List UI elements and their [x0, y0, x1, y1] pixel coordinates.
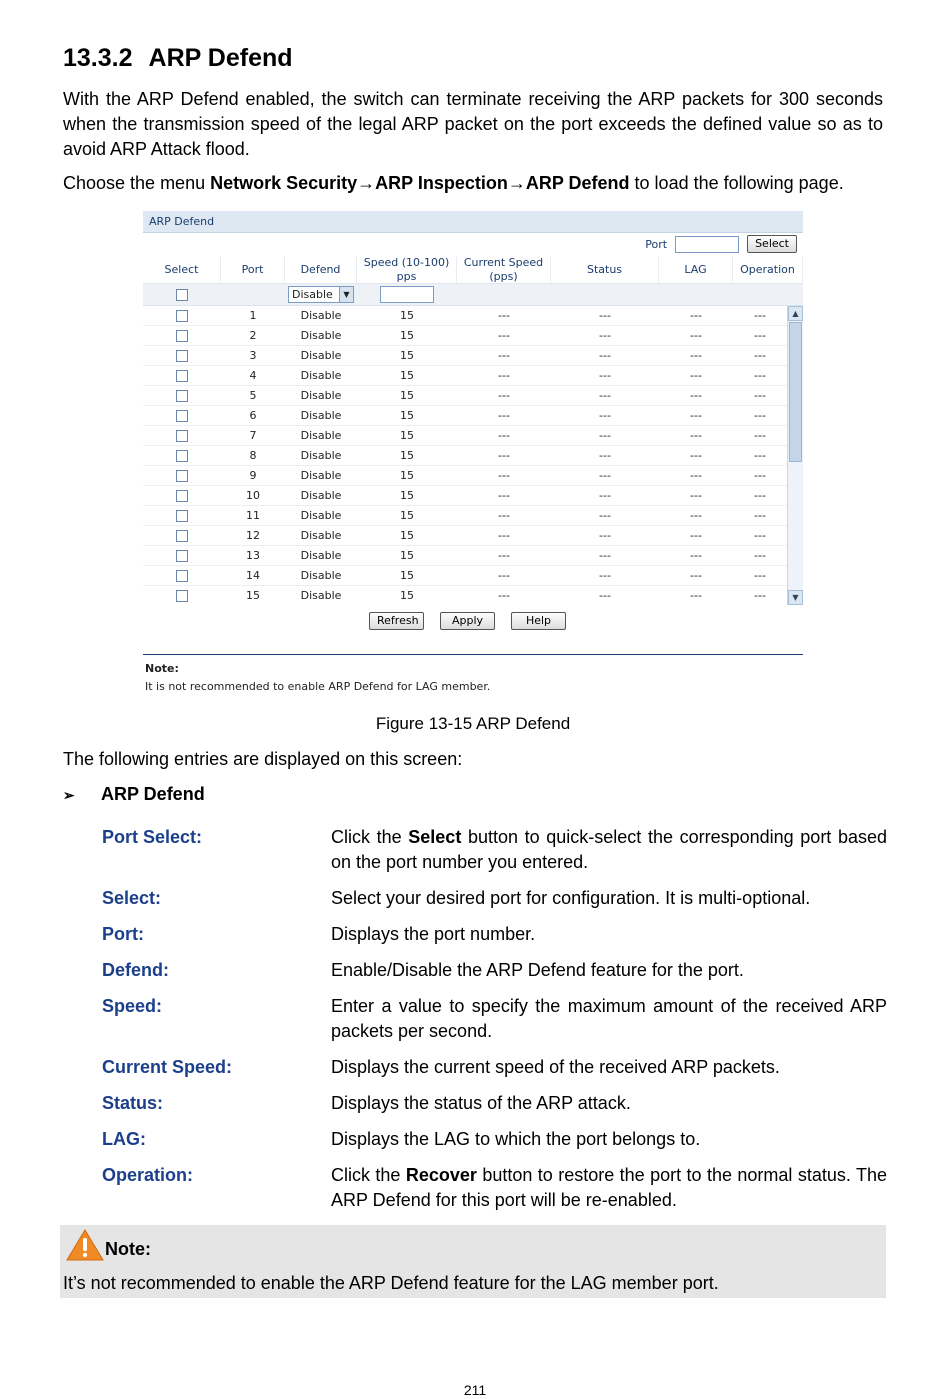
cell-current-speed: --- [498, 329, 510, 342]
row-checkbox[interactable] [176, 530, 188, 542]
cell-speed: 15 [400, 529, 414, 542]
table-row [143, 486, 787, 506]
note-text: It’s not recommended to enable the ARP Defend feature for the LAG member port. [63, 1273, 719, 1293]
col-select: Select [143, 257, 221, 283]
bullet-label: ARP Defend [101, 784, 205, 804]
cell-lag: --- [690, 469, 702, 482]
cell-port: 11 [246, 509, 260, 522]
cell-operation: --- [754, 549, 766, 562]
definition-description [331, 1163, 887, 1213]
menu-instruction [63, 173, 844, 194]
cell-operation: --- [754, 349, 766, 362]
cell-defend: Disable [300, 449, 342, 462]
row-checkbox[interactable] [176, 430, 188, 442]
cell-status: --- [599, 549, 611, 562]
cell-defend: Disable [300, 529, 342, 542]
menu-prefix: Choose the menu [63, 173, 211, 193]
section-number: 13.3.2 [63, 44, 133, 72]
cell-defend: Disable [300, 489, 342, 502]
scroll-up-icon[interactable]: ▲ [788, 306, 803, 321]
cell-speed: 15 [400, 549, 414, 562]
cell-port: 7 [249, 429, 257, 442]
note-label: Note: [105, 1239, 151, 1259]
scroll-down-icon[interactable]: ▼ [788, 590, 803, 605]
scroll-thumb[interactable] [789, 322, 802, 462]
cell-lag: --- [690, 589, 702, 602]
cell-operation: --- [754, 429, 766, 442]
cell-port: 4 [249, 369, 257, 382]
cell-port: 3 [249, 349, 257, 362]
definition-term: Port: [102, 924, 144, 944]
cell-current-speed: --- [498, 409, 510, 422]
row-checkbox[interactable] [176, 370, 188, 382]
cell-status: --- [599, 369, 611, 382]
cell-defend: Disable [300, 309, 342, 322]
port-label: Port [645, 237, 668, 251]
figure-note-title: Note: [145, 662, 179, 675]
cell-current-speed: --- [498, 509, 510, 522]
cell-port: 13 [246, 549, 260, 562]
cell-speed: 15 [400, 369, 414, 382]
cell-defend: Disable [300, 549, 342, 562]
table-row [143, 426, 787, 446]
cell-current-speed: --- [498, 489, 510, 502]
cell-port: 9 [249, 469, 257, 482]
definition-item [102, 922, 887, 947]
cell-speed: 15 [400, 429, 414, 442]
cell-lag: --- [690, 569, 702, 582]
cell-lag: --- [690, 409, 702, 422]
definition-text: Enter a value to specify the maximum amount of the received ARP packets per second. [331, 996, 887, 1041]
cell-status: --- [599, 349, 611, 362]
cell-status: --- [599, 409, 611, 422]
definition-text: Displays the LAG to which the port belongs to. [331, 1129, 701, 1149]
col-status: Status [551, 257, 659, 283]
entries-intro: The following entries are displayed on this screen: [63, 749, 463, 769]
cell-port: 12 [246, 529, 260, 542]
note-header [66, 1225, 151, 1262]
table-row [143, 466, 787, 486]
cell-current-speed: --- [498, 569, 510, 582]
refresh-button[interactable]: Refresh [369, 612, 424, 630]
row-checkbox[interactable] [176, 350, 188, 362]
definition-description [331, 922, 887, 947]
cell-operation: --- [754, 589, 766, 602]
defend-filter-value: Disable [292, 288, 333, 301]
definition-text: button to restore the port to the normal status. The ARP Defend for this port will be re-enabled. [331, 1165, 887, 1210]
row-checkbox[interactable] [176, 550, 188, 562]
port-input[interactable] [675, 236, 739, 253]
cell-speed: 15 [400, 569, 414, 582]
cell-status: --- [599, 429, 611, 442]
cell-current-speed: --- [498, 349, 510, 362]
definition-term: LAG: [102, 1129, 146, 1149]
cell-operation: --- [754, 449, 766, 462]
definition-emphasis: Recover [405, 1165, 477, 1185]
cell-lag: --- [690, 449, 702, 462]
row-checkbox[interactable] [176, 310, 188, 322]
cell-defend: Disable [300, 569, 342, 582]
cell-lag: --- [690, 549, 702, 562]
cell-current-speed: --- [498, 529, 510, 542]
definition-item [102, 1163, 887, 1213]
row-checkbox[interactable] [176, 510, 188, 522]
definition-text: Displays the status of the ARP attack. [331, 1093, 631, 1113]
cell-lag: --- [690, 309, 702, 322]
definition-text: Click the [331, 1165, 406, 1185]
cell-operation: --- [754, 389, 766, 402]
apply-button[interactable]: Apply [440, 612, 495, 630]
col-port: Port [221, 257, 285, 283]
cell-speed: 15 [400, 489, 414, 502]
table-row [143, 526, 787, 546]
warning-icon [66, 1228, 104, 1262]
divider [143, 654, 803, 655]
cell-speed: 15 [400, 409, 414, 422]
cell-lag: --- [690, 529, 702, 542]
definition-item [102, 958, 887, 983]
figure-caption: Figure 13-15 ARP Defend [375, 714, 571, 733]
cell-defend: Disable [300, 349, 342, 362]
cell-defend: Disable [300, 389, 342, 402]
definition-description [331, 994, 887, 1044]
chevron-down-icon: ▼ [339, 287, 353, 302]
cell-defend: Disable [300, 369, 342, 382]
definition-description [331, 1055, 887, 1080]
table-row [143, 566, 787, 586]
cell-port: 14 [246, 569, 260, 582]
cell-speed: 15 [400, 449, 414, 462]
table-row [143, 546, 787, 566]
cell-speed: 15 [400, 469, 414, 482]
table-row [143, 366, 787, 386]
cell-status: --- [599, 449, 611, 462]
definition-description [331, 958, 887, 983]
definition-item [102, 1127, 887, 1152]
definition-item [102, 994, 887, 1044]
definition-item [102, 886, 887, 911]
definition-description [331, 1091, 887, 1116]
cell-port: 10 [246, 489, 260, 502]
cell-status: --- [599, 309, 611, 322]
table-row [143, 446, 787, 466]
cell-status: --- [599, 329, 611, 342]
table-row [143, 586, 787, 605]
definition-term: Status: [102, 1093, 164, 1113]
cell-port: 2 [249, 329, 257, 342]
cell-lag: --- [690, 369, 702, 382]
menu-suffix: to load the following page. [629, 173, 844, 193]
cell-current-speed: --- [498, 369, 510, 382]
definition-description [331, 886, 887, 911]
action-buttons [369, 612, 566, 630]
cell-lag: --- [690, 509, 702, 522]
definition-text: Displays the current speed of the received ARP packets. [331, 1057, 780, 1077]
cell-operation: --- [754, 409, 766, 422]
cell-speed: 15 [400, 309, 414, 322]
definition-description [331, 825, 887, 875]
cell-operation: --- [754, 369, 766, 382]
row-checkbox[interactable] [176, 590, 188, 602]
col-defend: Defend [285, 257, 357, 283]
row-checkbox[interactable] [176, 390, 188, 402]
definition-text: Enable/Disable the ARP Defend feature for the port. [331, 960, 744, 980]
definition-item [102, 1091, 887, 1116]
cell-defend: Disable [300, 429, 342, 442]
table-row [143, 406, 787, 426]
row-checkbox[interactable] [176, 330, 188, 342]
cell-current-speed: --- [498, 469, 510, 482]
menu-path-network-security: Network Security [210, 173, 358, 193]
cell-current-speed: --- [498, 429, 510, 442]
cell-defend: Disable [300, 409, 342, 422]
definition-term: Current Speed: [102, 1057, 233, 1077]
select-all-checkbox[interactable] [176, 289, 188, 301]
table-row [143, 326, 787, 346]
row-checkbox[interactable] [176, 410, 188, 422]
cell-current-speed: --- [498, 589, 510, 602]
cell-speed: 15 [400, 589, 414, 602]
definition-term: Defend: [102, 960, 169, 980]
cell-lag: --- [690, 389, 702, 402]
definition-term: Select: [102, 888, 162, 908]
section-heading [63, 44, 293, 73]
cell-status: --- [599, 509, 611, 522]
table-header [143, 257, 803, 284]
cell-port: 5 [249, 389, 257, 402]
row-checkbox[interactable] [176, 570, 188, 582]
cell-port: 15 [246, 589, 260, 602]
cell-status: --- [599, 489, 611, 502]
defend-filter-select[interactable] [288, 286, 354, 303]
panel-title: ARP Defend [143, 211, 803, 233]
table-scrollbar[interactable] [787, 306, 803, 605]
bullet-heading [63, 784, 205, 805]
definition-emphasis: Select [408, 827, 462, 847]
cell-speed: 15 [400, 509, 414, 522]
filter-row [143, 284, 803, 306]
menu-arrow-2: → [507, 173, 526, 193]
menu-path-arp-defend: ARP Defend [525, 173, 630, 193]
row-checkbox[interactable] [176, 470, 188, 482]
figure-note-text: It is not recommended to enable ARP Defend for LAG member. [145, 680, 491, 693]
note-box [60, 1225, 886, 1298]
cell-operation: --- [754, 309, 766, 322]
table-row [143, 386, 787, 406]
cell-operation: --- [754, 469, 766, 482]
cell-operation: --- [754, 509, 766, 522]
cell-status: --- [599, 589, 611, 602]
help-button[interactable]: Help [511, 612, 566, 630]
port-select-bar [645, 235, 797, 253]
definition-text: Click the [331, 827, 409, 847]
definition-text: Select your desired port for configuration. It is multi-optional. [331, 888, 811, 908]
definition-text: button to quick-select the corresponding port based on the port number you entered. [331, 827, 887, 872]
cell-lag: --- [690, 429, 702, 442]
row-checkbox[interactable] [176, 490, 188, 502]
cell-current-speed: --- [498, 309, 510, 322]
table-body [143, 306, 787, 605]
cell-port: 6 [249, 409, 257, 422]
cell-status: --- [599, 469, 611, 482]
col-operation: Operation [733, 257, 803, 283]
intro-paragraph: With the ARP Defend enabled, the switch can terminate receiving the ARP packets for 300 seconds when the transmission speed of the legal ARP packet on the port exceeds the defined value so as to avoid ARP Attack flood. [63, 89, 883, 159]
menu-path-arp-inspection: ARP Inspection [375, 173, 508, 193]
arp-defend-screenshot [143, 211, 803, 699]
table-row [143, 346, 787, 366]
cell-lag: --- [690, 349, 702, 362]
definition-list [102, 825, 887, 1224]
cell-port: 1 [249, 309, 257, 322]
section-title: ARP Defend [148, 44, 293, 72]
cell-defend: Disable [300, 589, 342, 602]
table-row [143, 506, 787, 526]
bullet-arrow-icon: ➢ [63, 787, 75, 803]
cell-current-speed: --- [498, 549, 510, 562]
cell-port: 8 [249, 449, 257, 462]
cell-defend: Disable [300, 509, 342, 522]
menu-arrow-1: → [357, 173, 376, 193]
col-speed: Speed (10-100) pps [357, 257, 457, 283]
definition-description [331, 1127, 887, 1152]
col-current-speed: Current Speed (pps) [457, 257, 551, 283]
cell-operation: --- [754, 529, 766, 542]
cell-lag: --- [690, 489, 702, 502]
definition-term: Speed: [102, 996, 163, 1016]
cell-status: --- [599, 569, 611, 582]
definition-term: Operation: [102, 1165, 194, 1185]
row-checkbox[interactable] [176, 450, 188, 462]
cell-defend: Disable [300, 329, 342, 342]
speed-filter-input[interactable] [380, 286, 434, 303]
cell-operation: --- [754, 329, 766, 342]
page-number: 211 [463, 1382, 487, 1398]
col-lag: LAG [659, 257, 733, 283]
cell-current-speed: --- [498, 449, 510, 462]
definition-item [102, 825, 887, 875]
table-row [143, 306, 787, 326]
cell-lag: --- [690, 329, 702, 342]
select-button[interactable]: Select [747, 235, 797, 253]
cell-status: --- [599, 529, 611, 542]
cell-operation: --- [754, 569, 766, 582]
definition-text: Displays the port number. [331, 924, 536, 944]
cell-speed: 15 [400, 329, 414, 342]
definition-item [102, 1055, 887, 1080]
cell-speed: 15 [400, 389, 414, 402]
cell-defend: Disable [300, 469, 342, 482]
cell-operation: --- [754, 489, 766, 502]
cell-current-speed: --- [498, 389, 510, 402]
cell-speed: 15 [400, 349, 414, 362]
definition-term: Port Select: [102, 827, 203, 847]
cell-status: --- [599, 389, 611, 402]
